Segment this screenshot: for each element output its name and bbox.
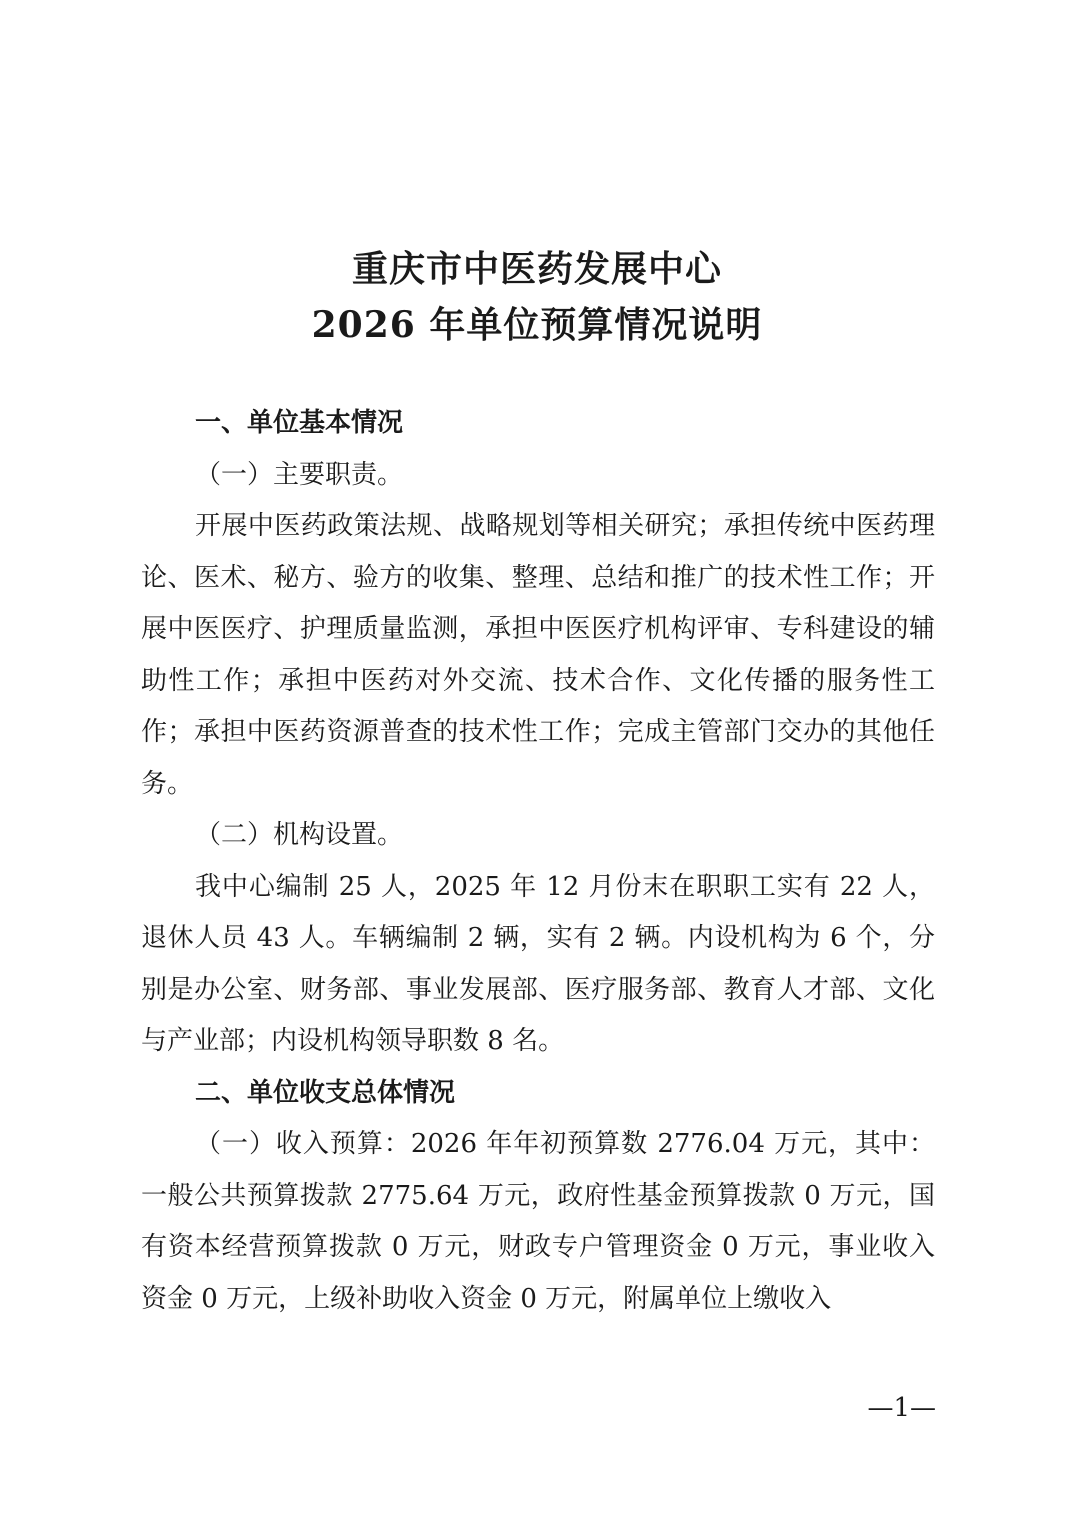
document-title-line-1: 重庆市中医药发展中心 xyxy=(351,248,722,290)
section-2-income-paragraph: （一）收入预算：2026 年年初预算数 2776.04 万元，其中：一般公共预算拨款 2775.64 万元，政府性基金预算拨款 0 万元，国有资本经营预算拨款 0 万元，财政专户管理资金 0 万元，事业收入资金 0 万元，上级补助收入资金 0 万元，附属单位上缴收入 xyxy=(141,1129,935,1314)
document-body xyxy=(141,398,935,1325)
section-1-duties-paragraph: 开展中医药政策法规、战略规划等相关研究；承担传统中医药理论、医术、秘方、验方的收集、整理、总结和推广的技术性工作；开展中医医疗、护理质量监测，承担中医医疗机构评审、专科建设的辅助性工作；承担中医药对外交流、技术合作、文化传播的服务性工作；承担中医药资源普查的技术性工作；完成主管部门交办的其他任务。 xyxy=(141,511,935,799)
page-number: —1— xyxy=(867,1393,936,1423)
section-1-organization-paragraph: 我中心编制 25 人，2025 年 12 月份末在职职工实有 22 人，退休人员 43 人。车辆编制 2 辆，实有 2 辆。内设机构为 6 个，分别是办公室、财务部、事业发展部、医疗服务部、教育人才部、文化与产业部；内设机构领导职数 8 名。 xyxy=(141,871,935,1056)
section-1-subheading-organization: （二）机构设置。 xyxy=(195,820,404,850)
section-1-heading: 一、单位基本情况 xyxy=(195,408,404,438)
document-title-line-2: 2026 年单位预算情况说明 xyxy=(311,304,763,346)
section-2-heading: 二、单位收支总体情况 xyxy=(195,1077,456,1108)
section-1-subheading-duties: （一）主要职责。 xyxy=(195,459,404,490)
